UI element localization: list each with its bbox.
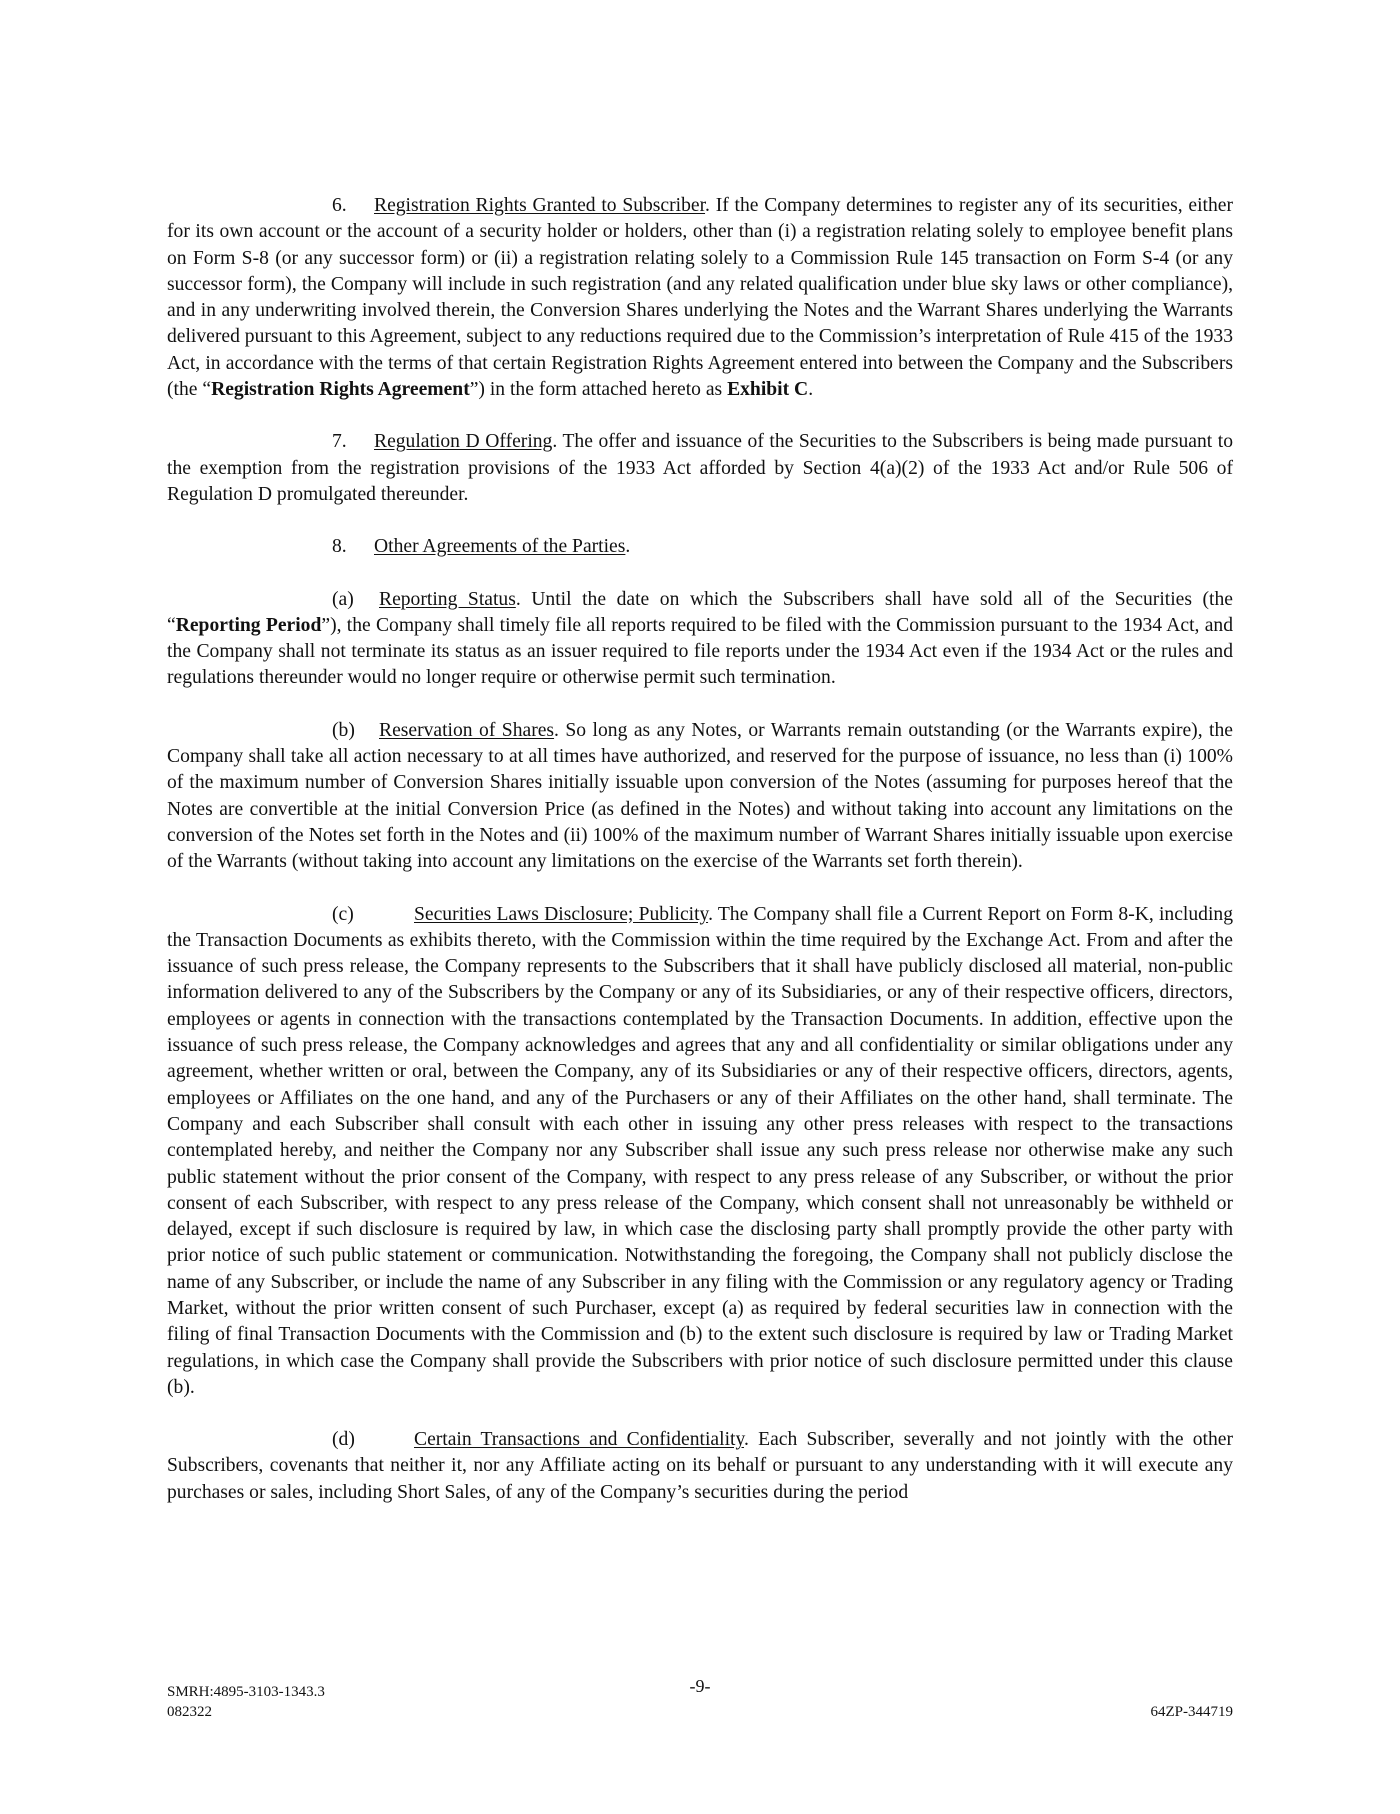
defined-term: Exhibit C bbox=[727, 379, 809, 401]
footer-date-code: 082322 bbox=[167, 1704, 212, 1720]
section-text: . bbox=[808, 379, 814, 401]
section-heading: Regulation D Offering bbox=[374, 431, 553, 453]
footer-reference: 64ZP-344719 bbox=[1150, 1704, 1233, 1720]
subsection-text: . The Company shall file a Current Report on Form 8-K, including the Transaction Documents as exhibits thereto, with the Commission within the time required by the Exchange Act. From and after the issuance of such press release, the Company represents to the Subscribers that it shall have publicly disclosed all material, non-public information delivered to any of the Subscribers by the Company or any of its Subsidiaries, or any of their respective officers, directors, employees or agents in connection with the transactions contemplated by the Transaction Documents. In addition, effective upon the issuance of such press release, the Company acknowledges and agrees that any and all confidentiality or similar obligations under any agreement, whether written or oral, between the Company, any of its Subsidiaries or any of their respective officers, directors, agents, employees or Affiliates on the one hand, and any of the Purchasers or any of their Affiliates on the other hand, shall terminate. The Company and each Subscriber shall consult with each other in issuing any other press releases with respect to the transactions contemplated hereby, and neither the Company nor any Subscriber shall issue any such press release nor otherwise make any such public statement without the prior consent of the Company, with respect to any press release of any Subscriber, or without the prior consent of each Subscriber, with respect to any press release of the Company, which consent shall not unreasonably be withheld or delayed, except if such disclosure is required by law, in which case the disclosing party shall promptly provide the other party with prior notice of such public statement or communication. Notwithstanding the foregoing, the Company shall not publicly disclose the name of any Subscriber, or include the name of any Subscriber in any filing with the Commission or any regulatory agency or Trading Market, without the prior written consent of such Purchaser, except (a) as required by federal securities law in connection with the filing of final Transaction Documents with the Commission and (b) to the extent such disclosure is required by law or Trading Market regulations, in which case the Company shall provide the Subscribers with prior notice of such disclosure permitted under this clause (b). bbox=[167, 903, 1233, 1398]
subsection-label: (a) bbox=[332, 588, 354, 610]
subsection-heading: Reporting Status bbox=[379, 588, 516, 610]
defined-term: Registration Rights Agreement bbox=[211, 379, 470, 401]
subsection-b bbox=[167, 718, 1233, 876]
footer-doc-number: SMRH:4895-3103-1343.3 bbox=[167, 1684, 325, 1700]
subsection-heading: Reservation of Shares bbox=[379, 719, 555, 741]
section-text: . The offer and issuance of the Securities to the Subscribers is being made pursuant to the exemption from the registration provisions of the 1933 Act afforded by Section 4(a)(2) of the 1933 Act and/or Rule 506 of Regulation D promulgated thereunder. bbox=[167, 431, 1233, 505]
subsection-label: (b) bbox=[332, 719, 355, 741]
subsection-c bbox=[167, 902, 1233, 1402]
subsection-text: . Until the date on which the Subscribers shall have sold all of the Securities (the “ bbox=[167, 588, 1233, 636]
section-text: . If the Company determines to register any of its securities, either for its own account or the account of a security holder or holders, other than (i) a registration relating solely to employee benefit plans on Form S-8 (or any successor form) or (ii) a registration relating solely to a Commission Rule 145 transaction on Form S-4 (or any successor form), the Company will include in such registration (and any related qualification under blue sky laws or other compliance), and in any underwriting involved therein, the Conversion Shares underlying the Notes and the Warrant Shares underlying the Warrants delivered pursuant to this Agreement, subject to any reductions required due to the Commission’s interpretation of Rule 415 of the 1933 Act, in accordance with the terms of that certain Registration Rights Agreement entered into between the Company and the Subscribers (the “ bbox=[167, 195, 1234, 401]
section-heading: Registration Rights Granted to Subscriber bbox=[374, 195, 706, 216]
section-heading: Other Agreements of the Parties bbox=[374, 536, 626, 558]
subsection-text: ”), the Company shall timely file all reports required to be filed with the Commission pursuant to the 1934 Act, and the Company shall not terminate its status as an issuer required to file reports under the 1934 Act even if the 1934 Act or the rules and regulations thereunder would no longer require or otherwise permit such termination. bbox=[167, 614, 1233, 689]
subsection-text: . Each Subscriber, severally and not jointly with the other Subscribers, covenants that neither it, nor any Affiliate acting on its behalf or pursuant to any understanding with it will execute any purchases or sales, including Short Sales, of any of the Company’s securities during the period bbox=[167, 1429, 1233, 1503]
section-7 bbox=[167, 429, 1233, 508]
section-number: 8. bbox=[332, 536, 347, 558]
section-number: 7. bbox=[332, 431, 347, 453]
section-text: . bbox=[625, 536, 631, 558]
subsection-label: (c) bbox=[332, 903, 354, 925]
section-8 bbox=[167, 534, 1233, 560]
subsection-text: . So long as any Notes, or Warrants remain outstanding (or the Warrants expire), the Company shall take all action necessary to at all times have authorized, and reserved for the purpose of issuance, no less than (i) 100% of the maximum number of Conversion Shares initially issuable upon conversion of the Notes (assuming for purposes hereof that the Notes are convertible at the initial Conversion Price (as defined in the Notes) and without taking into account any limitations on the conversion of the Notes set forth in the Notes and (ii) 100% of the maximum number of Warrant Shares initially issuable upon exercise of the Warrants (without taking into account any limitations on the exercise of the Warrants set forth therein). bbox=[167, 719, 1233, 873]
subsection-heading: Securities Laws Disclosure; Publicity bbox=[414, 903, 709, 925]
section-text: ”) in the form attached hereto as bbox=[469, 379, 728, 401]
subsection-label: (d) bbox=[332, 1429, 355, 1451]
page-number: -9- bbox=[689, 1676, 711, 1696]
subsection-d bbox=[167, 1427, 1233, 1506]
defined-term: Reporting Period bbox=[175, 614, 322, 636]
section-6 bbox=[167, 193, 1233, 403]
subsection-heading: Certain Transactions and Confidentiality bbox=[414, 1429, 744, 1451]
section-number: 6. bbox=[332, 195, 347, 216]
document-body bbox=[167, 193, 1233, 1532]
subsection-a bbox=[167, 587, 1233, 692]
